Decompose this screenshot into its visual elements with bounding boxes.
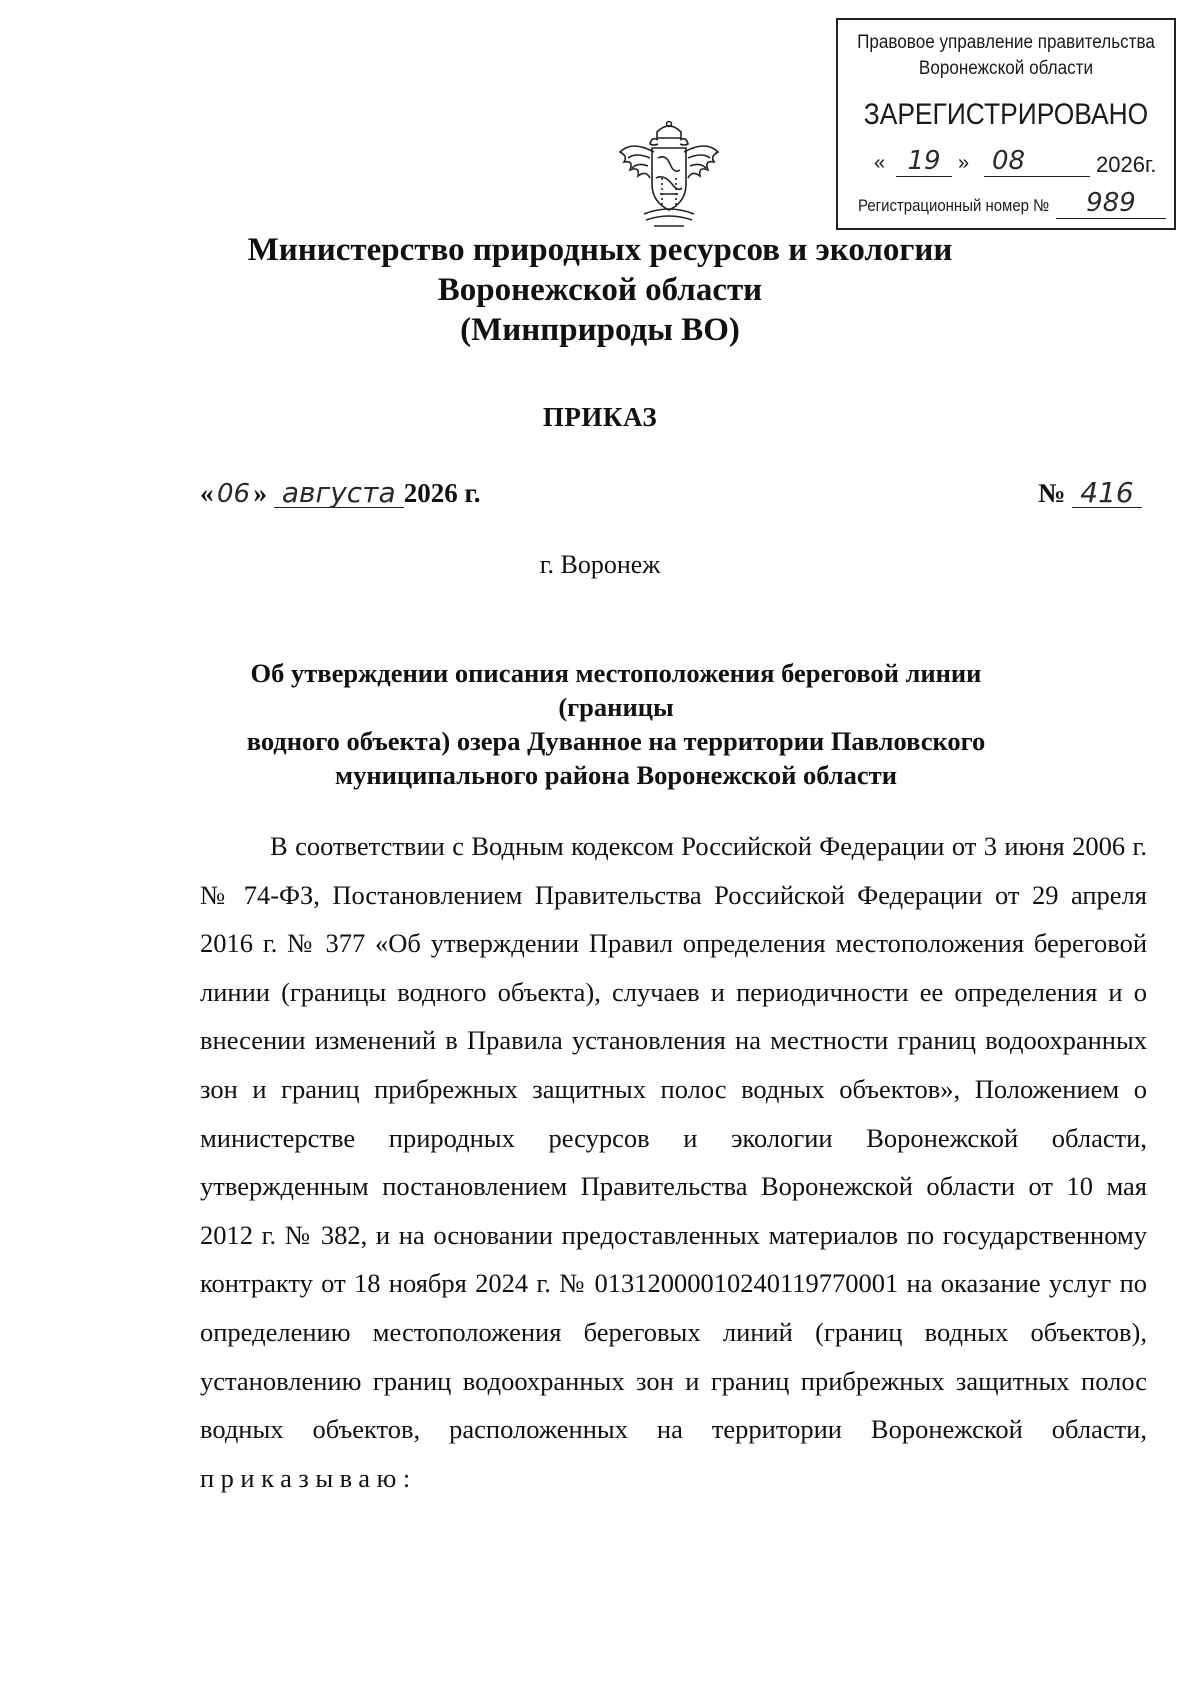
order-date <box>200 478 480 509</box>
stamp-organization-line-2: Воронежской области <box>918 58 1094 79</box>
order-body-text: В соответствии с Водным кодексом Российской Федерации от 3 июня 2006 г. № 74-ФЗ, Постановлением Правительства Российской Федерации от 29 апреля 2016 г. № 377 «Об утверждении Правил определения местоположения береговой линии (границы водного объекта), случаев и периодичности ее определения и о внесении изменений в Правила установления на местности границ водоохранных зон и границ прибрежных защитных полос водных объектов», Положением о министерстве природных ресурсов и экологии Воронежской области, утвержденным постановлением Правительства Воронежской области от 10 мая 2012 г. № 382, и на основании предоставленных материалов по государственному контракту от 18 ноября 2024 г. № 01312000010240119770001 на оказание услуг по определению местоположения береговых линий (границ водных объектов), установлению границ водоохранных зон и границ прибрежных защитных полос водных объектов, расположенных на территории Воронежской области, <box>200 831 1147 1445</box>
order-date-open-quote: « <box>200 478 214 508</box>
order-number-label: № <box>1038 478 1066 508</box>
stamp-registered-label: ЗАРЕГИСТРИРОВАНО <box>863 98 1149 131</box>
stamp-date-day: 19 <box>896 146 952 177</box>
order-subject <box>200 656 1032 792</box>
order-date-number-row <box>200 470 1150 520</box>
order-date-month: августа <box>274 479 404 508</box>
stamp-date <box>874 148 1164 182</box>
document-type-title: ПРИКАЗ <box>542 402 658 432</box>
stamp-registration-number-value: 989 <box>1056 188 1166 219</box>
stamp-date-open-quote: « <box>874 152 886 174</box>
order-number-value: 416 <box>1072 479 1142 508</box>
stamp-date-close-quote: » <box>958 152 970 174</box>
order-closing-word: приказываю: <box>200 1462 417 1493</box>
order-subject-line-2: водного объекта) озера Дуванное на территории Павловского <box>246 726 986 756</box>
order-subject-line-3: муниципального района Воронежской области <box>335 760 897 790</box>
stamp-date-month: 08 <box>984 146 1090 177</box>
order-date-close-quote: » <box>253 478 267 508</box>
ministry-name-line-1: Министерство природных ресурсов и экологии <box>247 232 953 268</box>
order-number <box>1038 478 1142 509</box>
order-subject-line-1: Об утверждении описания местоположения береговой линии (границы <box>250 658 982 722</box>
stamp-date-year: 2026г. <box>1096 152 1157 177</box>
stamp-organization-line-1: Правовое управление правительства <box>857 32 1155 53</box>
order-date-year: 2026 г. <box>403 478 481 508</box>
coat-of-arms-emblem <box>614 118 724 234</box>
order-body-paragraph <box>200 822 1147 1502</box>
ministry-name-line-2: Воронежской области <box>437 272 763 308</box>
registration-stamp <box>836 18 1176 230</box>
ministry-name-line-3: (Минприроды ВО) <box>460 312 740 348</box>
ministry-header <box>200 230 1000 350</box>
stamp-registration-number-label: Регистрационный номер № <box>858 196 1050 215</box>
order-date-day: 06 <box>216 479 251 509</box>
city-name: г. Воронеж <box>539 550 661 579</box>
